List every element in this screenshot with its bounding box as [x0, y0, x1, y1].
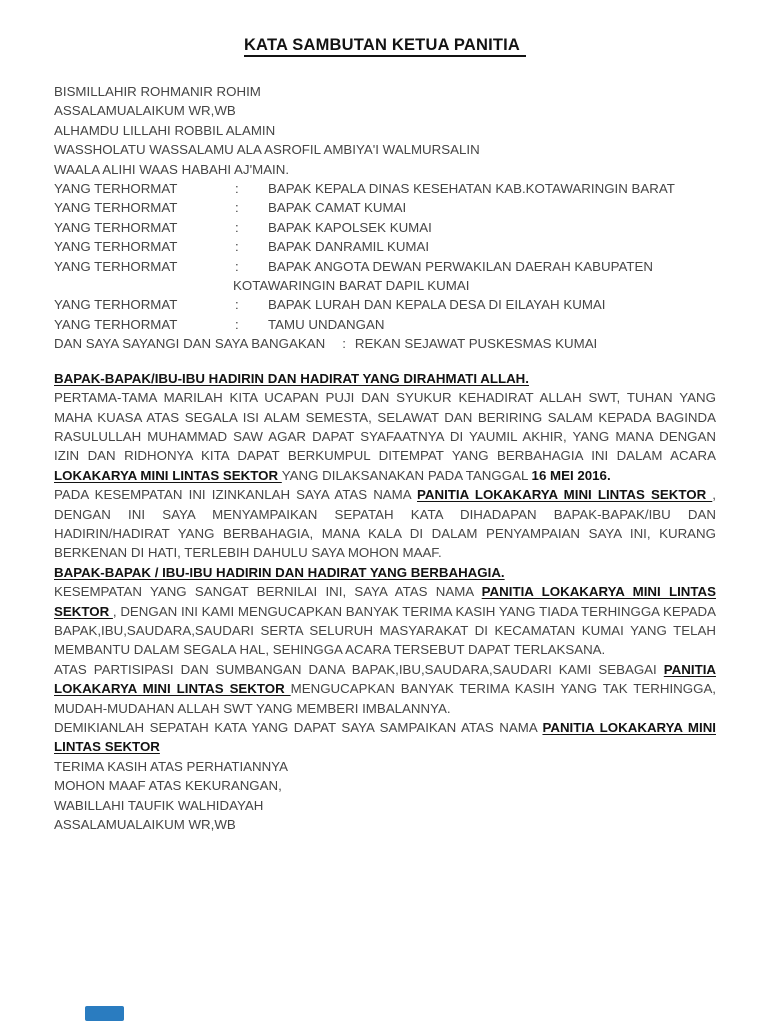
- honorific-label: YANG TERHORMAT: [54, 258, 178, 274]
- speech-paragraph: [54, 582, 716, 660]
- watermark-badge: [85, 1006, 124, 1021]
- appreciation-label: DAN SAYA SAYANGI DAN SAYA BANGAKAN: [54, 336, 326, 352]
- honorific-value: BAPAK KAPOLSEK KUMAI: [268, 219, 432, 235]
- honorific-colon: :: [235, 258, 239, 274]
- emphasis-text: LOKAKARYA MINI LINTAS SEKTOR: [54, 467, 282, 483]
- speech-paragraph: [54, 660, 716, 718]
- honorific-value: TAMU UNDANGAN: [268, 316, 385, 332]
- salutation-line: ASSALAMUALAIKUM WR,WB: [54, 103, 236, 119]
- honorific-label: YANG TERHORMAT: [54, 219, 178, 235]
- honorific-colon: :: [235, 181, 239, 197]
- document-title: [54, 36, 716, 55]
- plain-text: DEMIKIANLAH SEPATAH KATA YANG DAPAT SAYA SAMPAIKAN ATAS NAMA: [54, 720, 543, 735]
- salutation-line: ALHAMDU LILLAHI ROBBIL ALAMIN: [54, 122, 276, 138]
- honorific-colon: :: [235, 200, 239, 216]
- closing-line: [54, 776, 716, 795]
- salutation-line: WAALA ALIHI WAAS HABAHI AJ'MAIN.: [54, 161, 290, 177]
- section-heading: [54, 563, 716, 582]
- document-content: [54, 36, 716, 834]
- honorific-label: YANG TERHORMAT: [54, 316, 178, 332]
- honorific-value: BAPAK CAMAT KUMAI: [268, 200, 407, 216]
- honorific-colon: :: [235, 239, 239, 255]
- honorific-label: YANG TERHORMAT: [54, 200, 178, 216]
- plain-text: PADA KESEMPATAN INI IZINKANLAH SAYA ATAS NAMA: [54, 487, 417, 503]
- honorific-colon: :: [235, 219, 239, 235]
- speech-paragraph: [54, 485, 716, 563]
- emphasis-text: PANITIA LOKAKARYA MINI LINTAS SEKTOR: [54, 720, 716, 755]
- plain-text: YANG DILAKSANAKAN PADA TANGGAL: [281, 467, 532, 483]
- honorific-colon: :: [235, 297, 239, 313]
- plain-text: KESEMPATAN YANG SANGAT BERNILAI INI, SAYA ATAS NAMA: [54, 584, 482, 600]
- appreciation-colon: :: [342, 336, 346, 352]
- speech-body: [54, 369, 716, 835]
- section-heading: [54, 369, 716, 388]
- closing-line: [54, 815, 716, 834]
- emphasis-text: BAPAK-BAPAK/IBU-IBU HADIRIN DAN HADIRAT YANG DIRAHMATI ALLAH.: [54, 370, 529, 386]
- honorific-value: BAPAK ANGOTA DEWAN PERWAKILAN DAERAH KABUPATEN: [268, 258, 653, 274]
- emphasis-text: PANITIA LOKAKARYA MINI LINTAS SEKTOR: [54, 661, 716, 697]
- speech-paragraph: [54, 718, 716, 757]
- honorific-value: BAPAK DANRAMIL KUMAI: [268, 239, 430, 255]
- speech-paragraph: [54, 388, 716, 485]
- honorific-row: [54, 315, 716, 334]
- honorific-row: [54, 257, 716, 276]
- plain-text: MENGUCAPKAN BANYAK TERIMA KASIH YANG TAK TERHINGGA, MUDAH-MUDAHAN ALLAH SWT YANG MEMBERI IMBALANNYA.: [54, 681, 717, 716]
- plain-text: MOHON MAAF ATAS KEKURANGAN,: [54, 778, 282, 794]
- honorific-row: [54, 179, 716, 198]
- honorific-row: [54, 295, 716, 314]
- plain-text: ATAS PARTISIPASI DAN SUMBANGAN DANA BAPAK,IBU,SAUDARA,SAUDARI KAMI SEBAGAI: [54, 661, 664, 677]
- closing-line: [54, 757, 716, 776]
- honorific-row: [54, 237, 716, 256]
- salutation-line: WASSHOLATU WASSALAMU ALA ASROFIL AMBIYA'I WALMURSALIN: [54, 142, 480, 158]
- opening-salutations: [54, 82, 716, 179]
- plain-text: , DENGAN INI KAMI MENGUCAPKAN BANYAK TERIMA KASIH YANG TIADA TERHINGGA KEPADA BAPAK,IBU,SAUDARA,SAUDARI SERTA SELURUH MASYARAKAT DI KECAMATAN KUMAI YANG TELAH MEMBANTU DALAM SEGALA HAL, SEHINGGA ACARA TERSEBUT DAPAT TERLAKSANA.: [54, 603, 716, 658]
- honorific-label: YANG TERHORMAT: [54, 181, 178, 197]
- appreciation-line: [54, 334, 716, 353]
- emphasis-text: BAPAK-BAPAK / IBU-IBU HADIRIN DAN HADIRAT YANG BERBAHAGIA.: [54, 564, 505, 580]
- plain-text: WABILLAHI TAUFIK WALHIDAYAH: [54, 797, 264, 813]
- honorific-value: BAPAK LURAH DAN KEPALA DESA DI EILAYAH KUMAI: [268, 297, 606, 313]
- honorific-label: YANG TERHORMAT: [54, 239, 178, 255]
- honorific-label: YANG TERHORMAT: [54, 297, 178, 313]
- salutation-line: BISMILLAHIR ROHMANIR ROHIM: [54, 84, 261, 99]
- appreciation-value: REKAN SEJAWAT PUSKESMAS KUMAI: [354, 336, 598, 352]
- honorific-row: [54, 218, 716, 237]
- emphasis-text: PANITIA LOKAKARYA MINI LINTAS SEKTOR: [417, 487, 713, 503]
- plain-text: , DENGAN INI SAYA MENYAMPAIKAN SEPATAH KATA DIHADAPAN BAPAK-BAPAK/IBU DAN HADIRIN/HADIRAT YANG BERBAHAGIA, MANA KALA DI DALAM PENYAMPAIAN SAYA INI, KURANG BERKENAN DI HATI, TERLEBIH DAHULU SAYA MOHON MAAF.: [54, 487, 716, 561]
- document-title-text: KATA SAMBUTAN KETUA PANITIA: [244, 36, 526, 57]
- plain-text: ASSALAMUALAIKUM WR,WB: [54, 817, 236, 833]
- plain-text: PERTAMA-TAMA MARILAH KITA UCAPAN PUJI DAN SYUKUR KEHADIRAT ALLAH SWT, TUHAN YANG MAHA KUASA ATAS SEGALA ISI ALAM SEMESTA, SELAWAT DAN BERIRING SALAM KEPADA BAGINDA RASULULLAH MUHAMMAD SAW AGAR DAPAT SYAFAATNYA DI YAUMIL AKHIR, YANG MANA DENGAN IZIN DAN RIDHONYA KITA DAPAT BERKUMPUL DITEMPAT YANG BERBAHAGIA INI DALAM ACARA: [54, 390, 716, 464]
- emphasis-text: PANITIA LOKAKARYA MINI LINTAS SEKTOR: [54, 584, 716, 619]
- closing-line: [54, 796, 716, 815]
- plain-text: TERIMA KASIH ATAS PERHATIANNYA: [54, 758, 288, 774]
- honorific-value: BAPAK KEPALA DINAS KESEHATAN KAB.KOTAWARINGIN BARAT: [268, 181, 675, 197]
- honorific-list: [54, 179, 716, 334]
- honorific-colon: :: [235, 316, 239, 332]
- emphasis-text: 16 MEI 2016.: [531, 467, 611, 483]
- honorific-row: [54, 198, 716, 217]
- honorific-value-continuation: KOTAWARINGIN BARAT DAPIL KUMAI: [233, 278, 470, 294]
